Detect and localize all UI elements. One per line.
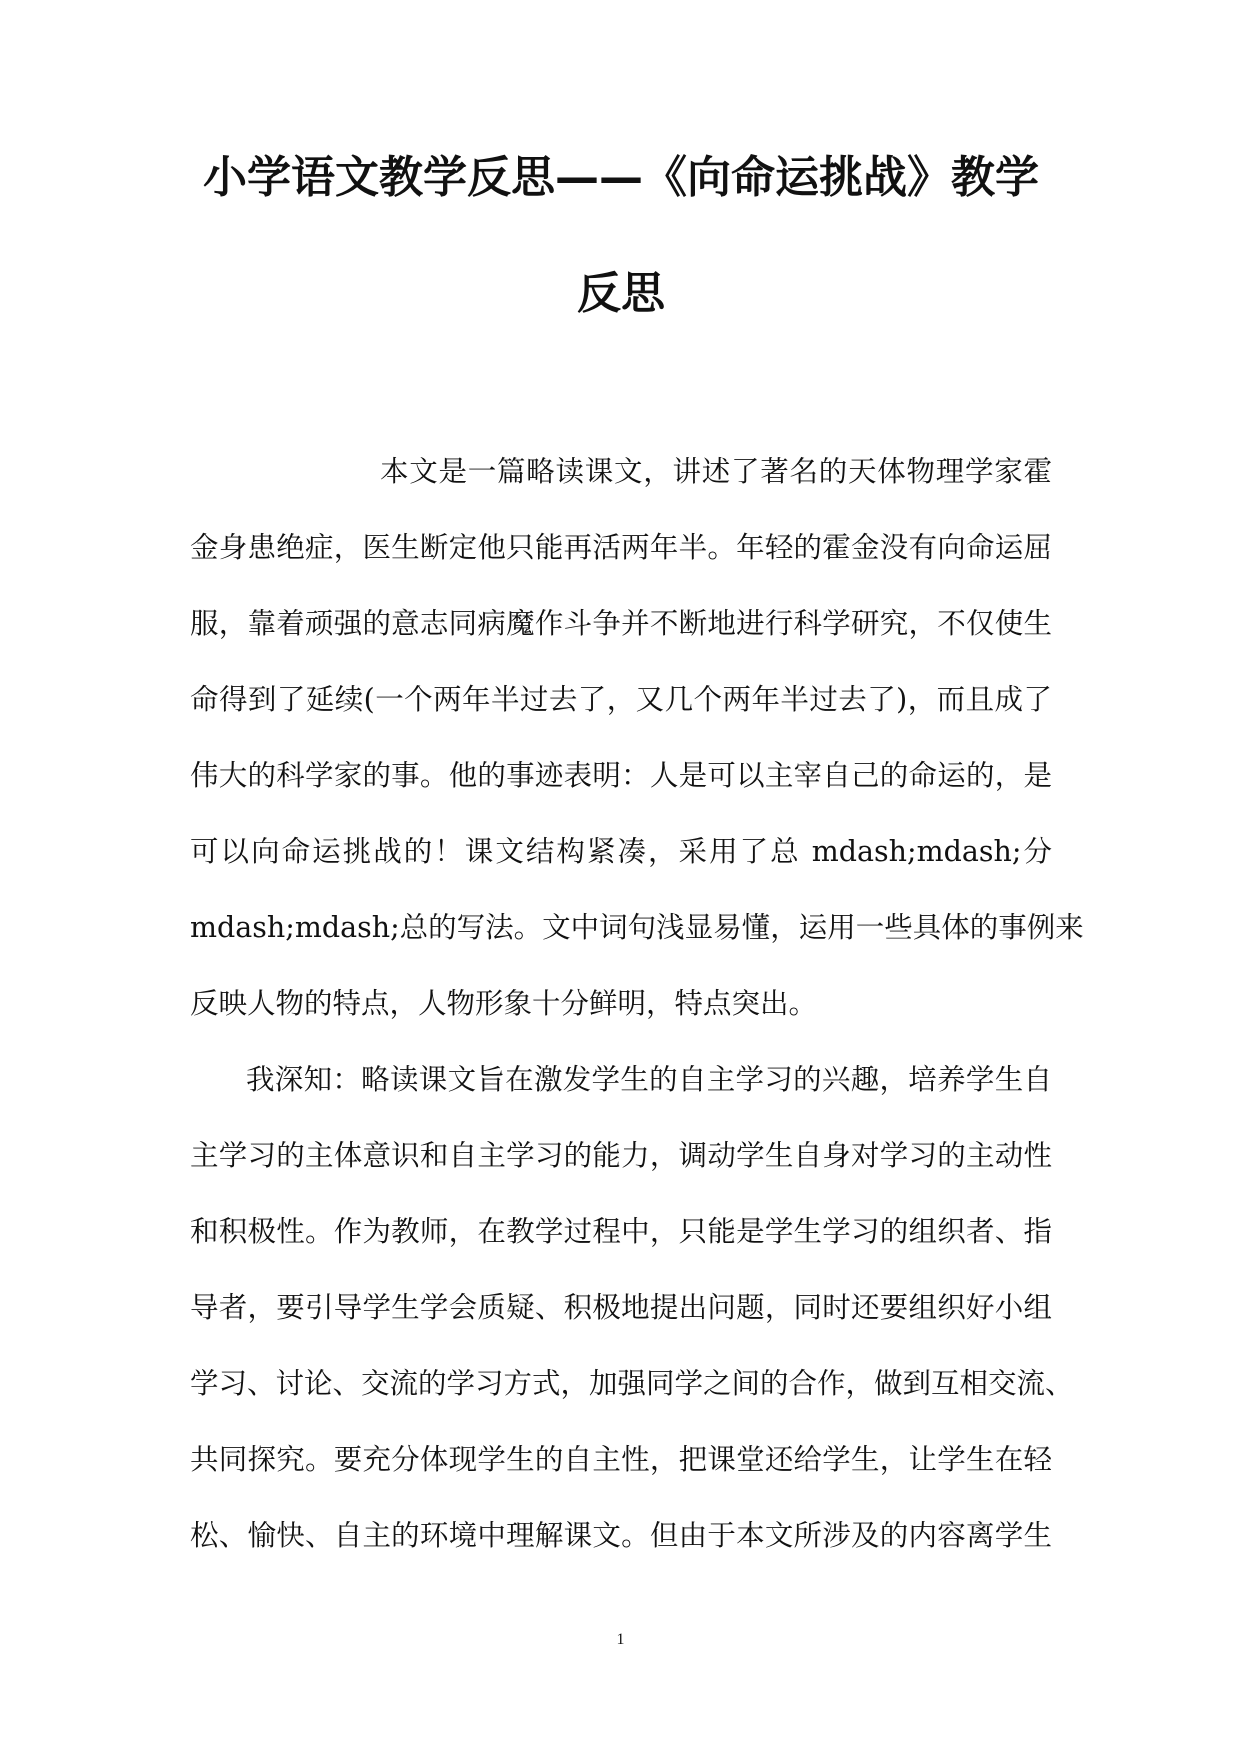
paragraph-2-line-6: 共同探究。要充分体现学生的自主性，把课堂还给学生，让学生在轻: [190, 1443, 1052, 1476]
document-title-line-2: 反思: [577, 268, 665, 319]
paragraph-2-line-5: 学习、讨论、交流的学习方式，加强同学之间的合作，做到互相交流、: [190, 1367, 1074, 1400]
paragraph-1-line-4: 命得到了延续(一个两年半过去了，又几个两年半过去了)，而且成了: [190, 683, 1052, 716]
paragraph-2-line-3: 和积极性。作为教师，在教学过程中，只能是学生学习的组织者、指: [190, 1215, 1052, 1248]
paragraph-1-line-8: 反映人物的特点，人物形象十分鲜明，特点突出。: [190, 987, 818, 1020]
paragraph-2-line-1: 我深知：略读课文旨在激发学生的自主学习的兴趣，培养学生自: [246, 1063, 1052, 1096]
paragraph-1-line-5: 伟大的科学家的事。他的事迹表明：人是可以主宰自己的命运的，是: [190, 759, 1052, 792]
paragraph-1-line-3: 服，靠着顽强的意志同病魔作斗争并不断地进行科学研究，不仅使生: [190, 607, 1052, 640]
document-title-line-1: 小学语文教学反思——《向命运挑战》教学: [203, 152, 1039, 203]
paragraph-1-line-2: 金身患绝症，医生断定他只能再活两年半。年轻的霍金没有向命运屈: [190, 531, 1052, 564]
paragraph-1-line-6: 可以向命运挑战的！课文结构紧凑，采用了总 mdash;mdash;分: [190, 835, 1052, 868]
page-number: 1: [616, 1631, 625, 1648]
paragraph-1-line-1: 本文是一篇略读课文，讲述了著名的天体物理学家霍: [380, 455, 1052, 488]
paragraph-2-line-4: 导者，要引导学生学会质疑、积极地提出问题，同时还要组织好小组: [190, 1291, 1052, 1324]
paragraph-2-line-2: 主学习的主体意识和自主学习的能力，调动学生自身对学习的主动性: [190, 1139, 1052, 1172]
paragraph-1-line-7: mdash;mdash;总的写法。文中词句浅显易懂，运用一些具体的事例来: [190, 911, 1084, 944]
paragraph-2-line-7: 松、愉快、自主的环境中理解课文。但由于本文所涉及的内容离学生: [190, 1519, 1052, 1552]
